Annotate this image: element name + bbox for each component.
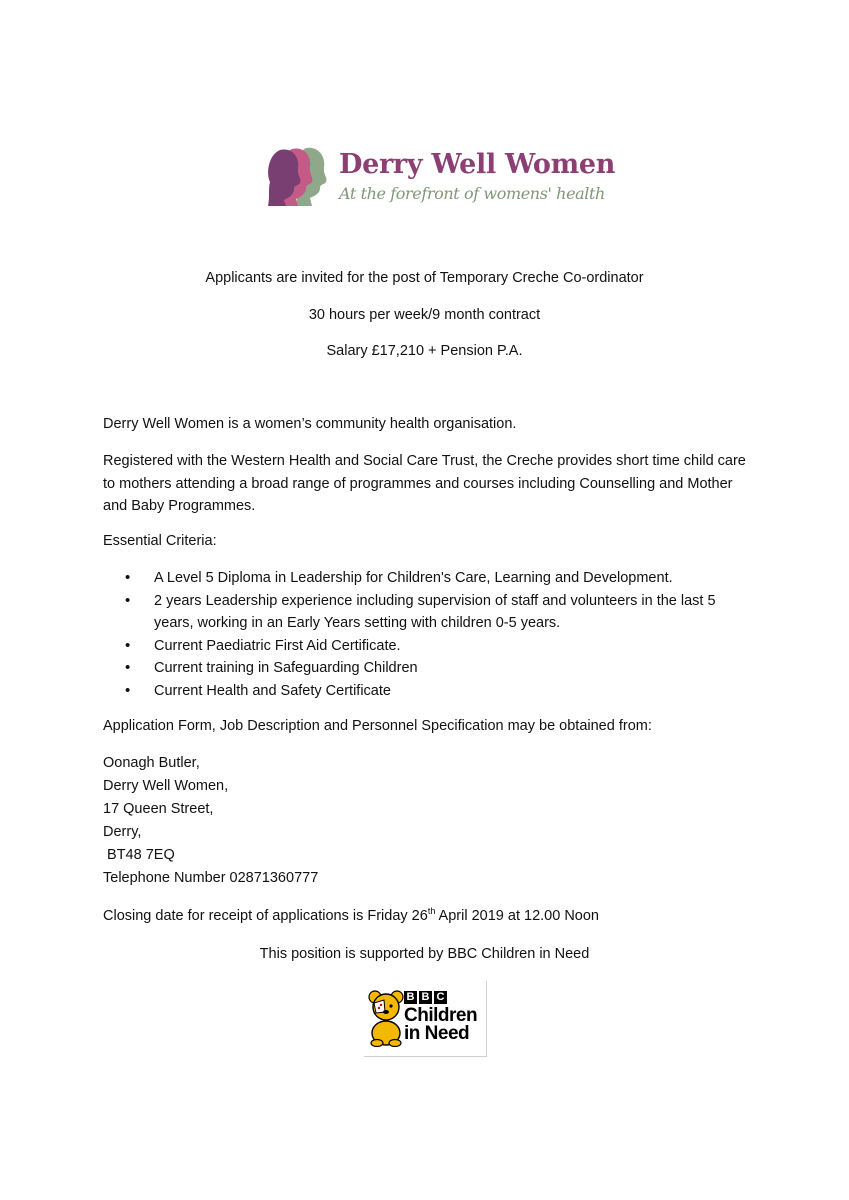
bbc-wordmark [404, 991, 447, 1004]
bbc-letter: B [404, 991, 417, 1004]
derry-well-women-logo [266, 144, 616, 214]
application-note: Application Form, Job Description and Personnel Specification may be obtained from: [103, 718, 652, 734]
children-in-need-wordmark [404, 1007, 477, 1043]
cin-line1: Children [404, 1005, 478, 1026]
cin-line2: in Need [404, 1023, 470, 1044]
post-title: Applicants are invited for the post of Temporary Creche Co-ordinator [205, 270, 644, 286]
criteria-item: • Current training in Safeguarding Children [103, 657, 733, 680]
bbc-letter: B [419, 991, 432, 1004]
description-paragraph: Registered with the Western Health and Social Care Trust, the Creche provides short time child care to mothers attending a broad range of programmes and courses including Counselling and Mother and Baby Programmes. [103, 453, 746, 514]
criteria-item: • A Level 5 Diploma in Leadership for Children's Care, Learning and Development. [103, 567, 733, 590]
salary: Salary £17,210 + Pension P.A. [326, 343, 523, 359]
closing-date [103, 908, 599, 924]
closing-prefix: Closing date for receipt of applications is Friday 26 [103, 908, 428, 924]
criteria-item: • Current Health and Safety Certificate [103, 680, 733, 703]
closing-rest: April 2019 at 12.00 Noon [435, 908, 599, 924]
criteria-list [103, 567, 733, 702]
contact-address [103, 752, 318, 890]
hours-contract: 30 hours per week/9 month contract [308, 307, 541, 323]
logo-tagline: At the forefront of womens' health [339, 184, 605, 203]
pudsey-bear-icon [368, 989, 404, 1047]
contact-phone: Telephone Number 02871360777 [103, 870, 319, 886]
contact-postcode: BT48 7EQ [103, 847, 175, 863]
women-silhouettes-icon [266, 144, 340, 208]
contact-street: 17 Queen Street, [103, 801, 214, 817]
supported-by: This position is supported by BBC Children in Need [259, 946, 590, 962]
intro-text: Derry Well Women is a women’s community health organisation. [103, 416, 517, 432]
criteria-item: • Current Paediatric First Aid Certificate. [103, 635, 733, 658]
contact-org: Derry Well Women, [103, 778, 229, 794]
contact-city: Derry, [103, 824, 142, 840]
bbc-children-in-need-logo [364, 981, 487, 1057]
criteria-heading: Essential Criteria: [103, 533, 217, 549]
criteria-item: • 2 years Leadership experience including supervision of staff and volunteers in the last 5 years, working in an Early Years setting with children 0-5 years. [103, 590, 733, 635]
bbc-letter: C [434, 991, 447, 1004]
logo-title: Derry Well Women [339, 149, 616, 180]
closing-sup: th [427, 906, 436, 917]
contact-name: Oonagh Butler, [103, 755, 200, 771]
